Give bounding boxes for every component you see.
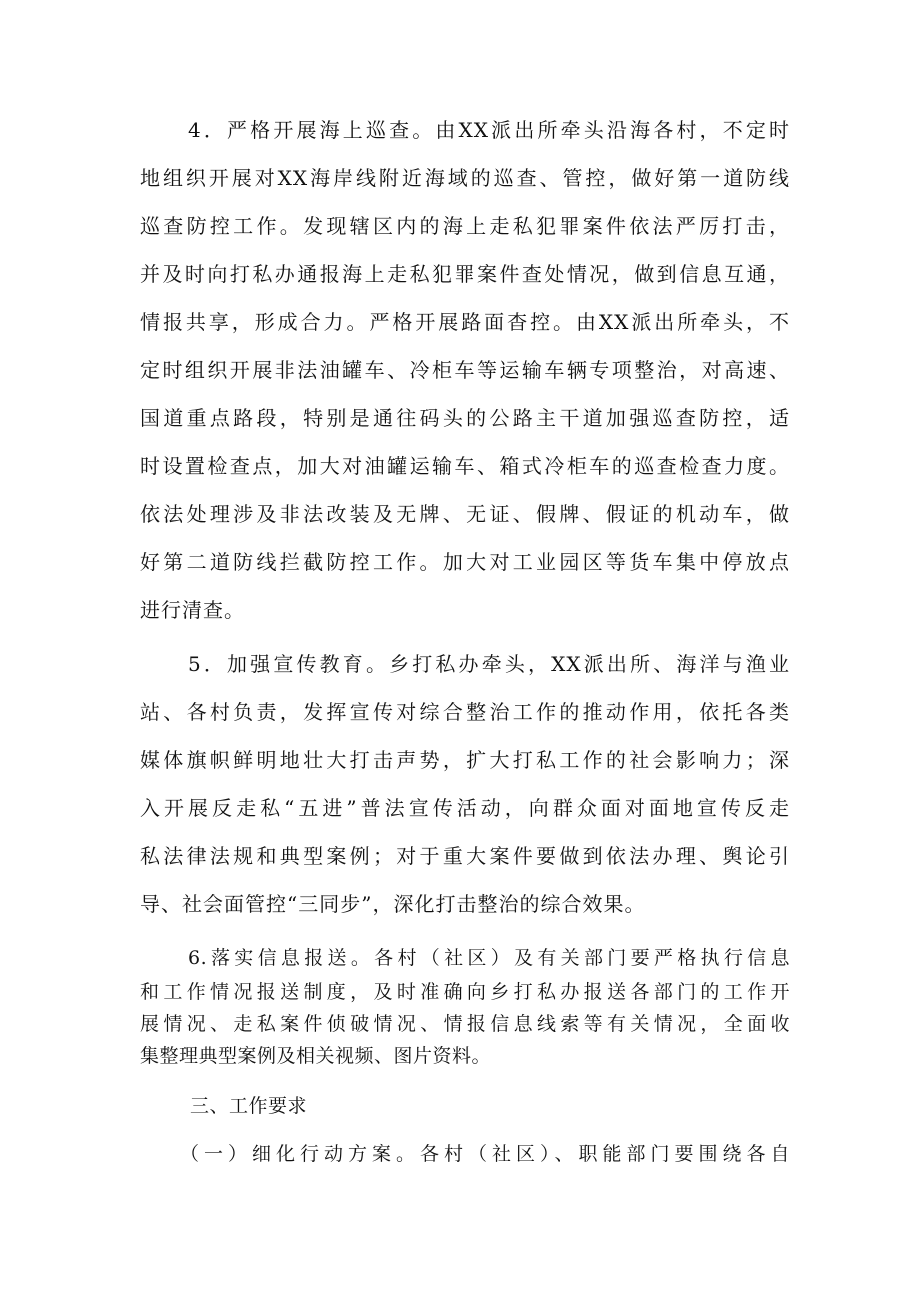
text-line: 展情况、走私案件侦破情况、情报信息线索等有关情况，全面收 <box>140 1013 790 1035</box>
text-line: 好第二道防线拦截防控工作。加大对工业园区等货车集中停放点 <box>140 550 790 574</box>
text-line: 4．严格开展海上巡查。由XX派出所牵头沿海各村，不定时 <box>188 118 790 142</box>
text-line: （一）细化行动方案。各村（社区）、职能部门要围绕各自 <box>180 1143 790 1165</box>
text-line: 依法处理涉及非法改装及无牌、无证、假牌、假证的机动车，做 <box>140 502 790 526</box>
text-line: 5．加强宣传教育。乡打私办牵头，XX派出所、海洋与渔业 <box>188 652 790 676</box>
text-line: 入开展反走私“五进”普法宣传活动，向群众面对面地宣传反走 <box>140 796 790 820</box>
text-line: 站、各村负责，发挥宣传对综合整治工作的推动作用，依托各类 <box>140 700 790 724</box>
text-line: 国道重点路段，特别是通往码头的公路主干道加强巡查防控，适 <box>140 406 790 430</box>
text-line: 并及时向打私办通报海上走私犯罪案件查处情况，做到信息互通， <box>140 262 790 286</box>
text-line: 地组织开展对XX海岸线附近海域的巡查、管控，做好第一道防线 <box>140 166 790 190</box>
text-line: 私法律法规和典型案例；对于重大案件要做到依法办理、舆论引 <box>140 844 790 868</box>
text-line: 时设置检查点，加大对油罐运输车、箱式冷柜车的巡查检查力度。 <box>140 454 790 478</box>
text-line: 导、社会面管控“三同步”，深化打击整治的综合效果。 <box>140 892 646 916</box>
text-line: 进行清查。 <box>140 598 245 622</box>
text-line: 集整理典型案例及相关视频、图片资料。 <box>140 1045 492 1067</box>
text-line: 情报共享，形成合力。严格开展路面杳控。由XX派出所牵头，不 <box>140 310 790 334</box>
text-line: 定时组织开展非法油罐车、冷柜车等运输车辆专项整治，对高速、 <box>140 358 790 382</box>
text-line: 和工作情况报送制度，及时准确向乡打私办报送各部门的工作开 <box>140 981 790 1003</box>
text-line: 媒体旗帜鲜明地壮大打击声势，扩大打私工作的社会影响力；深 <box>140 748 790 772</box>
text-line: 巡查防控工作。发现辖区内的海上走私犯罪案件依法严厉打击， <box>140 214 790 238</box>
text-line: 6.落实信息报送。各村（社区）及有关部门要严格执行信息 <box>188 947 790 969</box>
section-heading: 三、工作要求 <box>190 1095 308 1117</box>
